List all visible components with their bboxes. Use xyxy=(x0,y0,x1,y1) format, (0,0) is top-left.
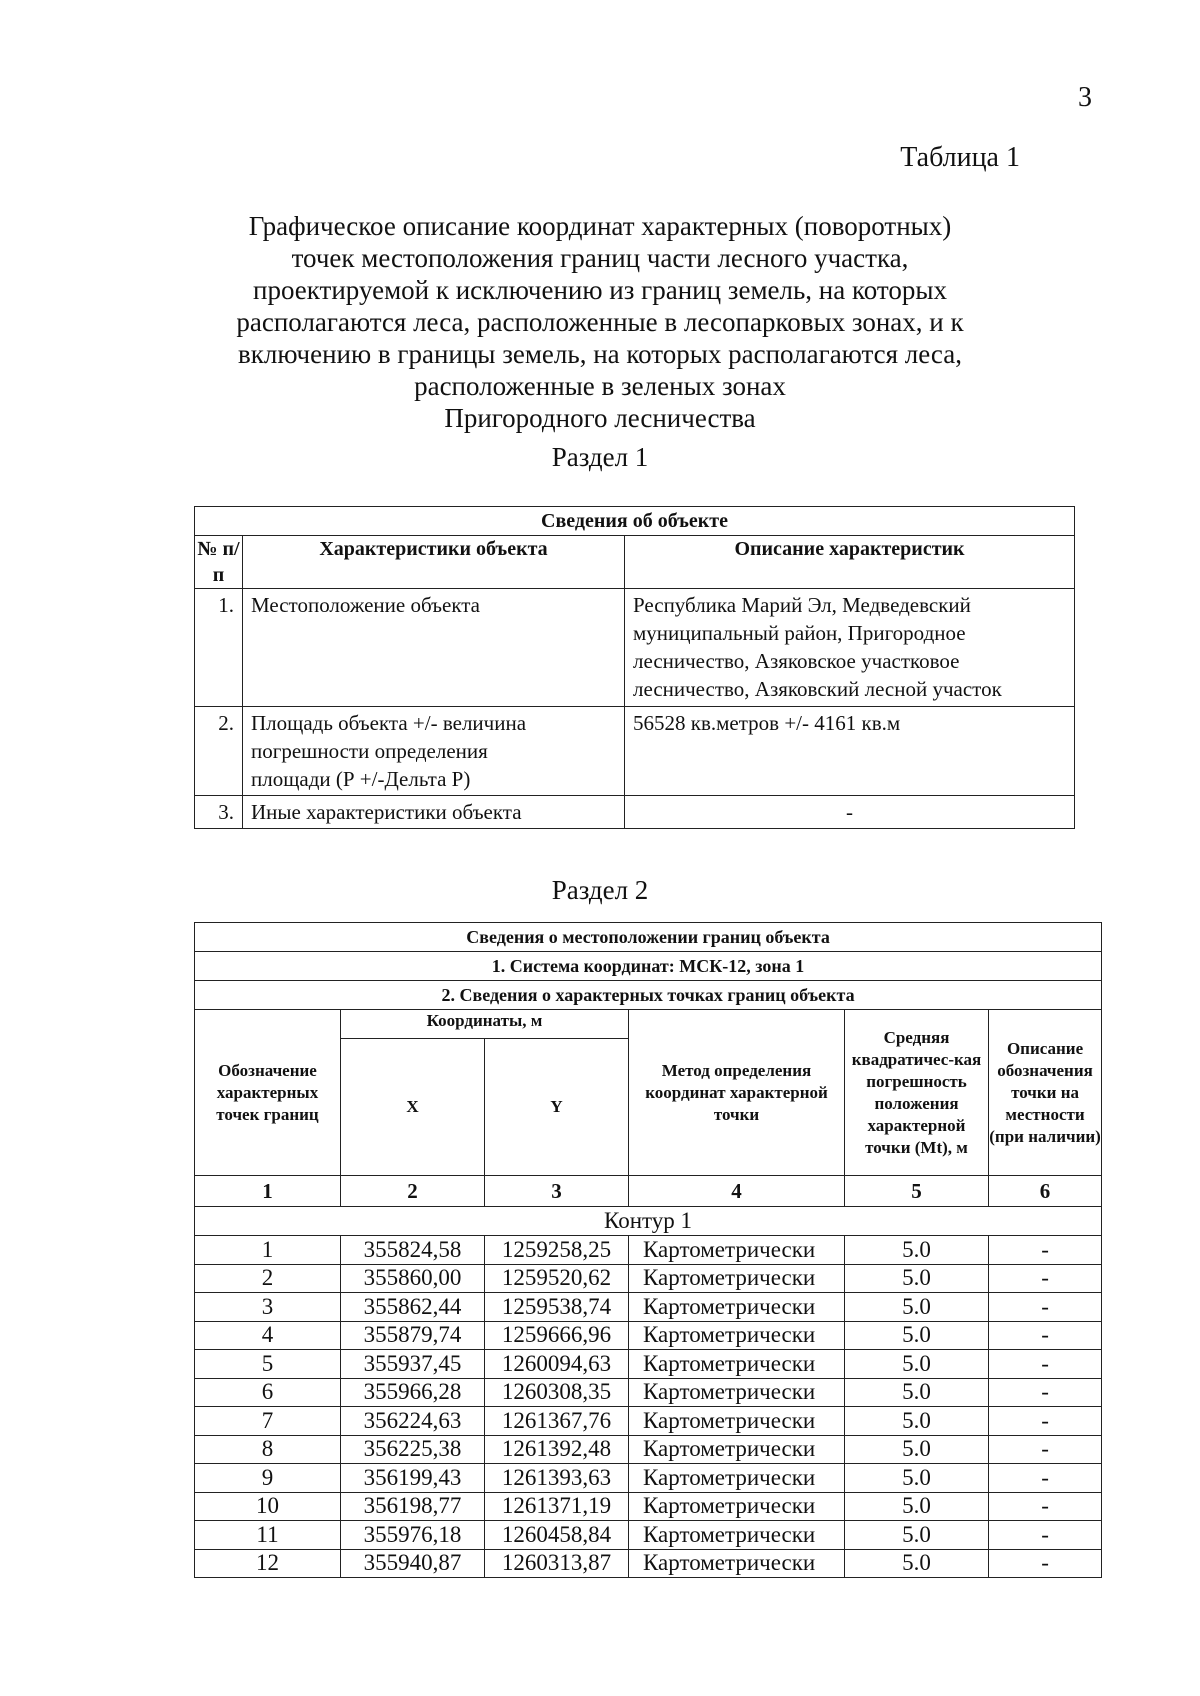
table-row xyxy=(195,1435,1102,1464)
point-x: 355824,58 xyxy=(341,1236,485,1265)
object-info-row xyxy=(195,796,1075,829)
point-designation: 9 xyxy=(195,1464,341,1493)
table-row xyxy=(195,1350,1102,1379)
characteristic-cell xyxy=(243,796,625,829)
characteristic-line: Иные характеристики объекта xyxy=(251,800,522,824)
description-cell xyxy=(625,707,1075,796)
point-description: - xyxy=(989,1350,1102,1379)
point-method: Картометрически xyxy=(629,1521,845,1550)
point-designation: 10 xyxy=(195,1492,341,1521)
column-number: 3 xyxy=(485,1176,629,1207)
point-designation: 7 xyxy=(195,1407,341,1436)
boundary-points-body xyxy=(195,1236,1102,1578)
point-description: - xyxy=(989,1435,1102,1464)
description-line: лесничество, Азяковский лесной участок xyxy=(633,677,1002,701)
point-method: Картометрически xyxy=(629,1435,845,1464)
heading-line: располагаются леса, расположенные в лесопарковых зонах, и к xyxy=(236,307,964,337)
point-designation: 1 xyxy=(195,1236,341,1265)
row-number: 3. xyxy=(195,796,243,829)
point-x: 355937,45 xyxy=(341,1350,485,1379)
object-info-row xyxy=(195,589,1075,707)
description-line: Республика Марий Эл, Медведевский xyxy=(633,593,971,617)
point-method: Картометрически xyxy=(629,1549,845,1578)
point-x: 355966,28 xyxy=(341,1378,485,1407)
object-info-row xyxy=(195,707,1075,796)
point-error: 5.0 xyxy=(845,1435,989,1464)
characteristic-cell xyxy=(243,589,625,707)
point-method: Картометрически xyxy=(629,1264,845,1293)
point-method: Картометрически xyxy=(629,1492,845,1521)
heading-line: точек местоположения границ части лесного участка, xyxy=(291,243,909,273)
point-designation: 8 xyxy=(195,1435,341,1464)
point-description: - xyxy=(989,1464,1102,1493)
point-y: 1259520,62 xyxy=(485,1264,629,1293)
table-label: Таблица 1 xyxy=(900,142,1020,173)
points-info-title: 2. Сведения о характерных точках границ объекта xyxy=(195,981,1102,1010)
heading-line: проектируемой к исключению из границ земель, на которых xyxy=(253,275,947,305)
point-y: 1259538,74 xyxy=(485,1293,629,1322)
point-y: 1260308,35 xyxy=(485,1378,629,1407)
point-designation: 4 xyxy=(195,1321,341,1350)
point-description: - xyxy=(989,1549,1102,1578)
characteristic-line: погрешности определения xyxy=(251,739,488,763)
point-designation: 12 xyxy=(195,1549,341,1578)
point-description: - xyxy=(989,1407,1102,1436)
table-row xyxy=(195,1236,1102,1265)
description-cell xyxy=(625,589,1075,707)
characteristic-line: площади (Р +/-Дельта Р) xyxy=(251,767,471,791)
point-description: - xyxy=(989,1293,1102,1322)
table-row xyxy=(195,1521,1102,1550)
column-number: 5 xyxy=(845,1176,989,1207)
table-row xyxy=(195,1492,1102,1521)
page-number: 3 xyxy=(1078,82,1092,113)
point-designation: 11 xyxy=(195,1521,341,1550)
point-method: Картометрически xyxy=(629,1378,845,1407)
characteristic-line: Площадь объекта +/- величина xyxy=(251,711,527,735)
column-number: 4 xyxy=(629,1176,845,1207)
point-description: - xyxy=(989,1321,1102,1350)
point-error: 5.0 xyxy=(845,1407,989,1436)
table-row xyxy=(195,1464,1102,1493)
col-header-num: № п/п xyxy=(195,536,243,589)
point-x: 355860,00 xyxy=(341,1264,485,1293)
point-x: 355976,18 xyxy=(341,1521,485,1550)
object-info-table xyxy=(194,506,1075,829)
point-description: - xyxy=(989,1236,1102,1265)
point-error: 5.0 xyxy=(845,1236,989,1265)
col-header-designation: Обозначение характерных точек границ xyxy=(195,1010,341,1176)
point-y: 1261392,48 xyxy=(485,1435,629,1464)
boundary-points-table xyxy=(194,922,1102,1578)
column-number: 1 xyxy=(195,1176,341,1207)
coordinate-system: 1. Система координат: МСК-12, зона 1 xyxy=(195,952,1102,981)
point-error: 5.0 xyxy=(845,1549,989,1578)
point-method: Картометрически xyxy=(629,1293,845,1322)
point-y: 1260094,63 xyxy=(485,1350,629,1379)
characteristic-cell xyxy=(243,707,625,796)
point-designation: 2 xyxy=(195,1264,341,1293)
point-y: 1260458,84 xyxy=(485,1521,629,1550)
point-description: - xyxy=(989,1492,1102,1521)
point-designation: 6 xyxy=(195,1378,341,1407)
point-x: 355940,87 xyxy=(341,1549,485,1578)
boundary-title: Сведения о местоположении границ объекта xyxy=(195,923,1102,952)
object-info-body xyxy=(195,589,1075,829)
object-info-title: Сведения об объекте xyxy=(195,507,1075,536)
table-row xyxy=(195,1549,1102,1578)
point-y: 1261393,63 xyxy=(485,1464,629,1493)
col-header-characteristics: Характеристики объекта xyxy=(243,536,625,589)
point-method: Картометрически xyxy=(629,1321,845,1350)
table-row xyxy=(195,1407,1102,1436)
point-method: Картометрически xyxy=(629,1236,845,1265)
column-number: 2 xyxy=(341,1176,485,1207)
point-x: 356224,63 xyxy=(341,1407,485,1436)
point-error: 5.0 xyxy=(845,1321,989,1350)
point-x: 356198,77 xyxy=(341,1492,485,1521)
point-y: 1261367,76 xyxy=(485,1407,629,1436)
point-error: 5.0 xyxy=(845,1464,989,1493)
heading-line: Пригородного лесничества xyxy=(444,403,756,433)
point-x: 355879,74 xyxy=(341,1321,485,1350)
row-number: 1. xyxy=(195,589,243,707)
description-cell xyxy=(625,796,1075,829)
point-error: 5.0 xyxy=(845,1293,989,1322)
column-number: 6 xyxy=(989,1176,1102,1207)
point-y: 1259258,25 xyxy=(485,1236,629,1265)
point-description: - xyxy=(989,1264,1102,1293)
point-description: - xyxy=(989,1378,1102,1407)
point-method: Картометрически xyxy=(629,1350,845,1379)
point-error: 5.0 xyxy=(845,1378,989,1407)
col-header-description: Описание характеристик xyxy=(625,536,1075,589)
section1-title: Раздел 1 xyxy=(551,442,649,472)
description-line: 56528 кв.метров +/- 4161 кв.м xyxy=(633,711,901,735)
col-header-method: Метод определения координат характерной точки xyxy=(629,1010,845,1176)
point-description: - xyxy=(989,1521,1102,1550)
contour-label: Контур 1 xyxy=(195,1207,1102,1236)
row-number: 2. xyxy=(195,707,243,796)
description-line: - xyxy=(846,800,853,824)
point-error: 5.0 xyxy=(845,1521,989,1550)
document-heading xyxy=(0,210,1200,434)
table-row xyxy=(195,1264,1102,1293)
col-header-point-description: Описание обозначения точки на местности (при наличии) xyxy=(989,1010,1102,1176)
heading-line: расположенные в зеленых зонах xyxy=(414,371,786,401)
col-header-error: Средняя квадратичес-кая погрешность положения характерной точки (Mt), м xyxy=(845,1010,989,1176)
point-designation: 3 xyxy=(195,1293,341,1322)
point-method: Картометрически xyxy=(629,1464,845,1493)
section2-title: Раздел 2 xyxy=(551,875,649,905)
table-row xyxy=(195,1293,1102,1322)
description-line: лесничество, Азяковское участковое xyxy=(633,649,960,673)
point-error: 5.0 xyxy=(845,1264,989,1293)
heading-line: Графическое описание координат характерных (поворотных) xyxy=(248,211,952,241)
heading-line: включению в границы земель, на которых располагаются леса, xyxy=(238,339,962,369)
point-error: 5.0 xyxy=(845,1492,989,1521)
characteristic-line: Местоположение объекта xyxy=(251,593,481,617)
table-row xyxy=(195,1378,1102,1407)
point-x: 356199,43 xyxy=(341,1464,485,1493)
col-header-coordinates: Координаты, м xyxy=(341,1010,629,1039)
point-x: 355862,44 xyxy=(341,1293,485,1322)
point-y: 1260313,87 xyxy=(485,1549,629,1578)
point-method: Картометрически xyxy=(629,1407,845,1436)
col-header-y: Y xyxy=(485,1039,629,1176)
point-y: 1259666,96 xyxy=(485,1321,629,1350)
description-line: муниципальный район, Пригородное xyxy=(633,621,966,645)
table-row xyxy=(195,1321,1102,1350)
point-designation: 5 xyxy=(195,1350,341,1379)
point-y: 1261371,19 xyxy=(485,1492,629,1521)
col-header-x: X xyxy=(341,1039,485,1176)
point-x: 356225,38 xyxy=(341,1435,485,1464)
point-error: 5.0 xyxy=(845,1350,989,1379)
column-numbers-row xyxy=(195,1176,1102,1207)
